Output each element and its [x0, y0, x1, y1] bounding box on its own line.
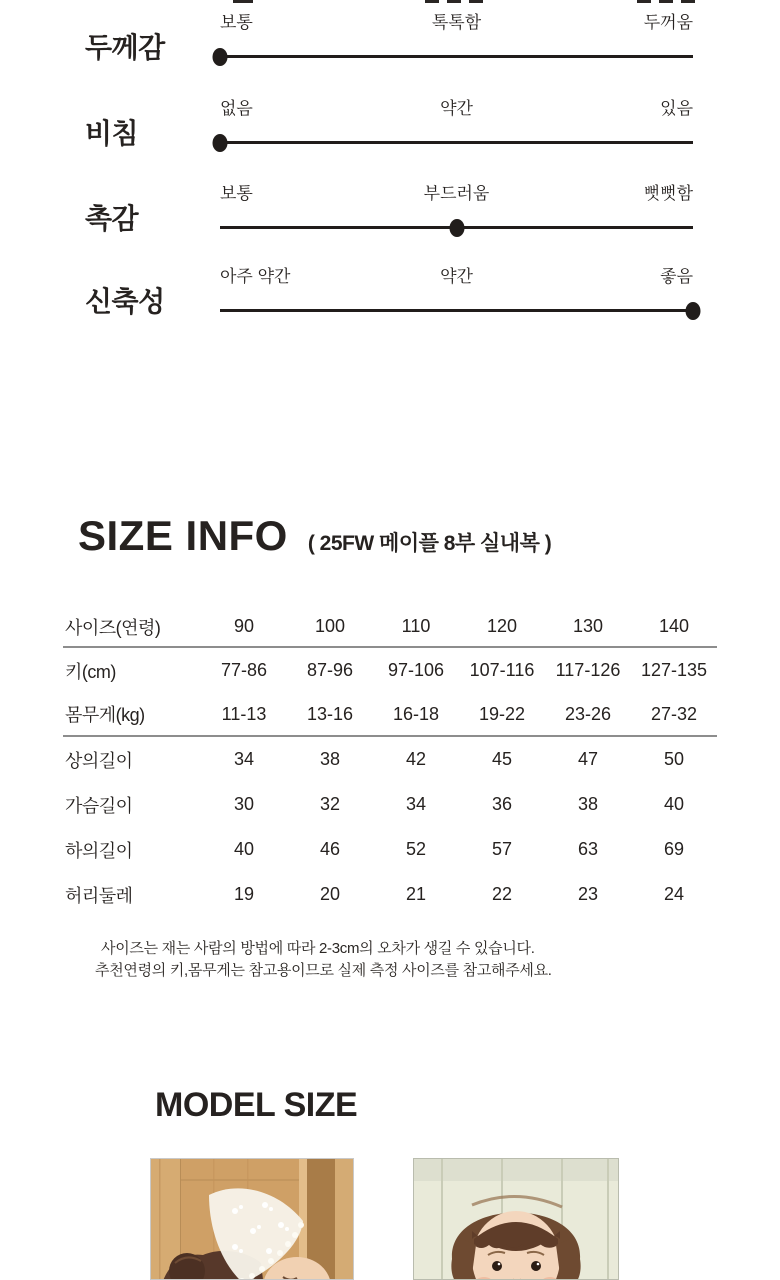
eye — [492, 1261, 502, 1271]
cell: 97-106 — [387, 660, 445, 680]
scale-label-right: 있음 — [660, 99, 693, 118]
cell: 40 — [663, 794, 685, 814]
size-column-header: 120 — [486, 616, 518, 636]
size-note-line: 추천연령의 키,몸무게는 참고용이므로 실제 측정 사이즈를 참고해주세요. — [95, 962, 552, 979]
cell: 117-126 — [555, 660, 621, 680]
slider-dot — [449, 219, 464, 237]
clipped-text-fragment — [425, 0, 489, 3]
fabric-property-label: 비침 — [85, 118, 139, 149]
cell: 19 — [233, 884, 255, 904]
cell: 45 — [491, 749, 513, 769]
cell: 42 — [405, 749, 427, 769]
scale-label-left: 없음 — [220, 99, 253, 118]
clipped-text-fragment — [233, 0, 253, 3]
cell: 13-16 — [306, 703, 354, 724]
table-row-waist — [63, 872, 717, 917]
size-column-header: 100 — [314, 616, 346, 636]
scale-label-left: 보통 — [220, 184, 253, 203]
size-notes — [95, 938, 552, 982]
cell: 21 — [405, 884, 427, 904]
slider-track — [220, 309, 693, 312]
cell: 107-116 — [469, 660, 535, 680]
scale-labels — [220, 94, 693, 118]
cell: 50 — [663, 749, 685, 769]
model-photo-left-illustration — [151, 1159, 353, 1280]
table-row-top-length — [63, 737, 717, 782]
row-label: 하의길이 — [65, 840, 133, 861]
cell: 47 — [577, 749, 599, 769]
fabric-property-label: 촉감 — [85, 203, 139, 234]
model-photo-left — [150, 1158, 354, 1280]
size-column-header: 90 — [233, 616, 255, 636]
cell: 57 — [491, 839, 513, 859]
slider-track — [220, 55, 693, 58]
cell: 87-96 — [306, 660, 354, 680]
size-column-header: 140 — [658, 616, 690, 636]
cell: 34 — [233, 749, 255, 769]
row-label: 상의길이 — [65, 750, 133, 771]
fabric-slider-row-texture — [0, 179, 780, 251]
cell: 69 — [663, 839, 685, 859]
cell: 127-135 — [640, 660, 708, 680]
size-info-title: SIZE INFO — [78, 512, 288, 559]
cell: 11-13 — [221, 703, 267, 724]
eye — [531, 1261, 541, 1271]
table-row-bottom-length — [63, 827, 717, 872]
model-size-title: MODEL SIZE — [155, 1086, 358, 1124]
scale-label-left: 보통 — [220, 13, 253, 32]
cell: 63 — [577, 839, 599, 859]
slider-dot — [213, 134, 228, 152]
slider-track — [220, 226, 693, 229]
cell: 38 — [577, 794, 599, 814]
cell: 40 — [233, 839, 255, 859]
scale-labels — [220, 262, 693, 286]
cell: 32 — [319, 794, 341, 814]
cell: 24 — [663, 884, 685, 904]
fabric-slider-row-thickness — [0, 8, 780, 80]
fabric-property-label: 신축성 — [85, 286, 165, 317]
row-label: 허리둘레 — [65, 885, 133, 906]
fabric-slider-row-stretch — [0, 262, 780, 334]
scale-label-center: 약간 — [440, 267, 473, 286]
table-row-height — [63, 648, 717, 693]
cell: 16-18 — [392, 703, 440, 724]
model-photo-right — [413, 1158, 619, 1280]
slider-track — [220, 141, 693, 144]
cell: 34 — [405, 794, 427, 814]
cell: 52 — [405, 839, 427, 859]
slider-dot — [213, 48, 228, 66]
scale-label-center: 약간 — [440, 99, 473, 118]
slider-dot — [686, 302, 701, 320]
row-label: 몸무게(kg) — [65, 705, 145, 725]
size-table-header-row — [63, 607, 717, 648]
scale-labels — [220, 179, 693, 203]
cell: 46 — [319, 839, 341, 859]
row-label: 가슴길이 — [65, 795, 133, 816]
fabric-slider-row-sheerness — [0, 94, 780, 166]
fabric-property-label: 두께감 — [85, 32, 165, 63]
size-info-subtitle: ( 25FW 메이플 8부 실내복 ) — [307, 532, 552, 555]
scale-label-right: 좋음 — [660, 267, 693, 286]
cell: 77-86 — [220, 660, 268, 680]
scale-label-center: 부드러움 — [423, 184, 490, 203]
cell: 30 — [233, 794, 255, 814]
cell: 20 — [319, 884, 341, 904]
cell: 23 — [577, 884, 599, 904]
scale-label-right: 뻣뻣함 — [643, 184, 693, 203]
size-column-header: 130 — [572, 616, 604, 636]
scale-label-left: 아주 약간 — [220, 267, 291, 286]
cell: 23-26 — [564, 703, 612, 724]
scale-label-right: 두꺼움 — [643, 13, 693, 32]
size-table — [63, 607, 717, 917]
model-photo-right-illustration — [414, 1159, 618, 1280]
scale-labels — [220, 8, 693, 32]
size-column-header: 110 — [401, 616, 431, 636]
size-table-header-label: 사이즈(연령) — [65, 617, 161, 638]
clipped-text-fragment — [637, 0, 697, 3]
cell: 27-32 — [650, 703, 698, 724]
table-row-chest — [63, 782, 717, 827]
row-label: 키(cm) — [65, 661, 116, 682]
cell: 19-22 — [478, 703, 526, 724]
cell: 38 — [319, 749, 341, 769]
scale-label-center: 톡톡함 — [431, 13, 482, 32]
cell: 36 — [491, 794, 513, 814]
table-row-weight — [63, 693, 717, 737]
size-note-line: 사이즈는 재는 사람의 방법에 따라 2-3cm의 오차가 생길 수 있습니다. — [101, 940, 535, 957]
size-info-header — [78, 512, 551, 560]
cell: 22 — [491, 884, 513, 904]
